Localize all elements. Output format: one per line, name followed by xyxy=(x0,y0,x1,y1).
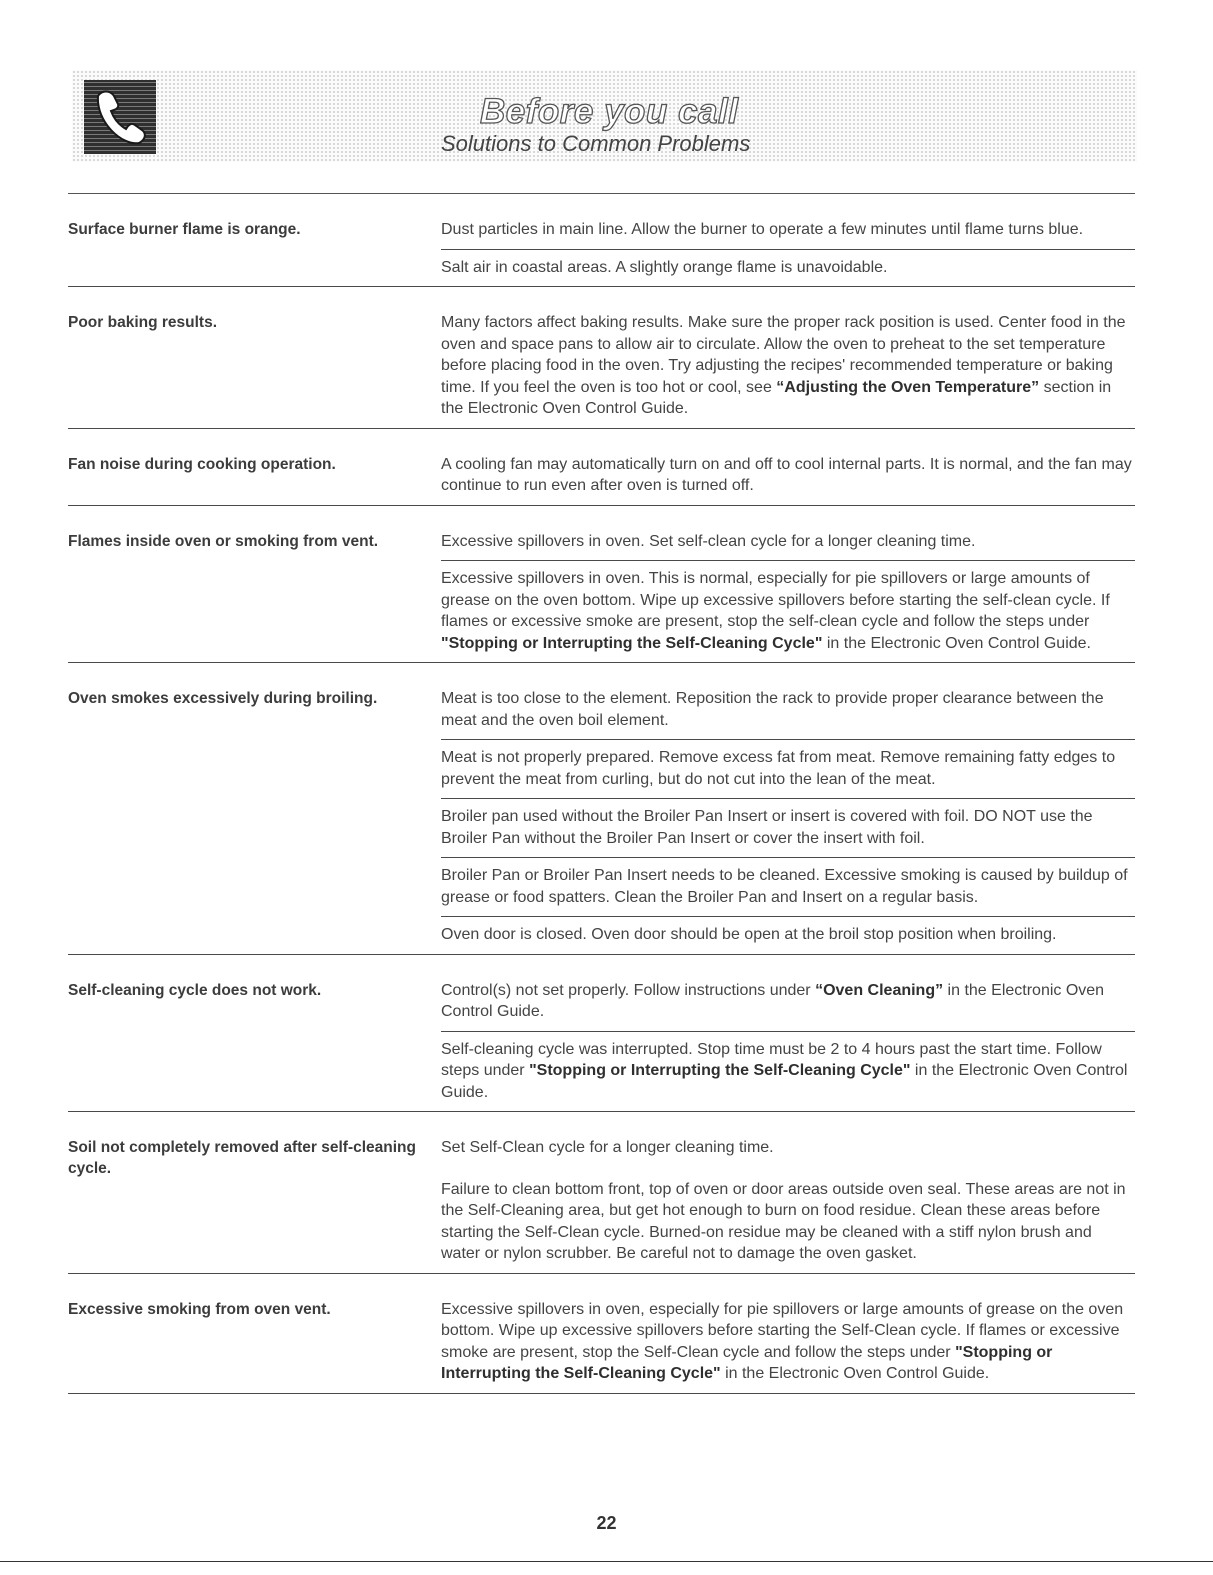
solution-fragment: Oven door is closed. Oven door should be open at the broil stop position when broiling. xyxy=(441,926,1057,943)
solution-text xyxy=(441,249,1135,287)
solution-text xyxy=(441,663,1135,739)
solution-fragment: Broiler Pan or Broiler Pan Insert needs to be cleaned. Excessive smoking is caused by buildup of grease or food spatters. Clean the Broiler Pan and Insert on a regular basis. xyxy=(441,867,1128,906)
solutions-list xyxy=(441,506,1135,663)
problem-row xyxy=(68,663,1135,955)
problem-title: Self-cleaning cycle does not work. xyxy=(68,981,322,999)
problem-row xyxy=(68,194,1135,287)
page-number: 22 xyxy=(596,1513,617,1533)
solution-fragment: in the Electronic Oven Control Guide. xyxy=(441,1062,1128,1101)
solution-fragment: in the Electronic Oven Control Guide. xyxy=(720,1365,990,1382)
solution-fragment: Salt air in coastal areas. A slightly orange flame is unavoidable. xyxy=(441,258,888,276)
solution-text xyxy=(441,857,1135,916)
solution-fragment: section in the Electronic Oven Control Guide. xyxy=(441,378,1112,417)
solutions-list xyxy=(441,1274,1135,1393)
solution-fragment: Excessive spillovers in oven. Set self-clean cycle for a longer cleaning time. xyxy=(441,532,976,550)
solution-text xyxy=(441,506,1135,561)
solution-fragment: A cooling fan may automatically turn on and off to cool internal parts. It is normal, and the fan may continue to run even after oven is turned off. xyxy=(441,455,1132,494)
solutions-list xyxy=(441,663,1135,954)
solution-text xyxy=(441,916,1135,954)
solution-text xyxy=(441,955,1135,1031)
solution-fragment: Set Self-Clean cycle for a longer cleaning time. xyxy=(441,1139,774,1156)
solution-fragment: in the Electronic Oven Control Guide. xyxy=(441,981,1105,1020)
solution-text xyxy=(441,1167,1135,1273)
solution-text xyxy=(441,287,1135,428)
problem-row xyxy=(68,955,1135,1113)
solution-reference: “Adjusting the Oven Temperature” xyxy=(776,378,1040,396)
solution-reference: "Stopping or Interrupting the Self-Cleaning Cycle" xyxy=(441,1343,1053,1382)
solution-fragment: Meat is too close to the element. Reposition the rack to provide proper clearance between the meat and the oven boil element. xyxy=(441,690,1104,729)
solution-fragment: Self-cleaning cycle was interrupted. Stop time must be 2 to 4 hours past the start time. Follow steps under xyxy=(441,1040,1102,1079)
solutions-list xyxy=(441,194,1135,286)
solution-fragment: Excessive spillovers in oven. This is normal, especially for pie spillovers or large amounts of grease on the oven bottom. Wipe up excessive spillovers before starting the self-clean cycle. If flames or excessive smoke are present, stop the self-clean cycle and follow the steps under xyxy=(441,570,1110,630)
solution-text xyxy=(441,1112,1135,1167)
solution-text xyxy=(441,798,1135,857)
problem-row xyxy=(68,1274,1135,1394)
bottom-divider xyxy=(0,1561,1213,1562)
troubleshooting-table xyxy=(68,194,1135,1394)
solution-text xyxy=(441,560,1135,662)
solution-fragment: Failure to clean bottom front, top of oven or door areas outside oven seal. These areas are not in the Self-Cleaning area, but get hot enough to burn on food residue. Clean these areas before starting the Self-Clean cycle. Burned-on residue may be cleaned with a stiff nylon brush and water or nylon scrubber. Be careful not to damage the oven gasket. xyxy=(441,1180,1126,1262)
problem-row xyxy=(68,429,1135,506)
problem-row xyxy=(68,1112,1135,1274)
problem-title: Soil not completely removed after self-cleaning cycle. xyxy=(68,1139,416,1177)
solution-text xyxy=(441,1031,1135,1112)
solution-text xyxy=(441,1274,1135,1393)
solutions-list xyxy=(441,1112,1135,1273)
solution-text xyxy=(441,739,1135,798)
solutions-list xyxy=(441,955,1135,1112)
solution-fragment: Excessive spillovers in oven, especially for pie spillovers or large amounts of grease on the oven bottom. Wipe up excessive spillovers before starting the Self-Clean cycle. If flames or excessive smoke are present, stop the Self-Clean cycle and follow the steps under xyxy=(441,1300,1124,1361)
page-subtitle: Solutions to Common Problems xyxy=(441,131,751,156)
solutions-list xyxy=(441,287,1135,428)
problem-title: Oven smokes excessively during broiling. xyxy=(68,690,378,707)
solution-fragment: Broiler pan used without the Broiler Pan Insert or insert is covered with foil. DO NOT use the Broiler Pan without the Broiler Pan Insert or cover the insert with foil. xyxy=(441,808,1093,847)
problem-title: Flames inside oven or smoking from vent. xyxy=(68,532,379,550)
solution-reference: “Oven Cleaning” xyxy=(815,981,944,999)
solution-fragment: Many factors affect baking results. Make sure the proper rack position is used. Center food in the oven and space pans to allow air to circulate. Allow the oven to preheat to the set temperature before placing food in the oven. Try adjusting the recipes' recommended temperature or baking time. If you feel the oven is too hot or cool, see xyxy=(441,314,1126,396)
problem-title: Surface burner flame is orange. xyxy=(68,221,301,238)
solution-fragment: Meat is not properly prepared. Remove excess fat from meat. Remove remaining fatty edges to prevent the meat from curling, but do not cut into the lean of the meat. xyxy=(441,749,1116,788)
problem-row xyxy=(68,287,1135,429)
solution-fragment: Dust particles in main line. Allow the burner to operate a few minutes until flame turns blue. xyxy=(441,221,1084,238)
phone-handset-icon xyxy=(84,80,156,154)
solution-text xyxy=(441,194,1135,249)
problem-title: Poor baking results. xyxy=(68,314,218,331)
solution-reference: "Stopping or Interrupting the Self-Cleaning Cycle" xyxy=(441,634,823,652)
problem-title: Excessive smoking from oven vent. xyxy=(68,1300,331,1318)
solution-fragment: Control(s) not set properly. Follow instructions under xyxy=(441,981,816,999)
solution-text xyxy=(441,429,1135,505)
solution-reference: "Stopping or Interrupting the Self-Cleaning Cycle" xyxy=(529,1062,911,1079)
page-title: Before you call xyxy=(480,92,739,131)
solutions-list xyxy=(441,429,1135,505)
problem-row xyxy=(68,506,1135,664)
problem-title: Fan noise during cooking operation. xyxy=(68,455,336,473)
solution-fragment: in the Electronic Oven Control Guide. xyxy=(822,634,1091,652)
